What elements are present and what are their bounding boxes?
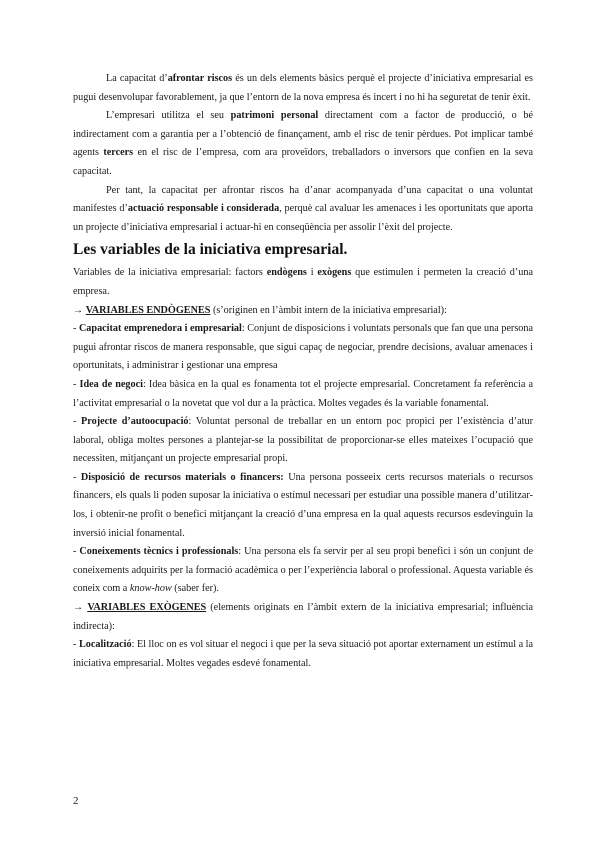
bold-term: Capacitat emprenedora i empresarial — [78, 323, 242, 335]
list-item — [73, 376, 533, 413]
dash: - — [73, 416, 82, 428]
intro-paragraph — [73, 264, 533, 301]
text: : El lloc on es vol situar el negoci i que per la seva situació pot aportar externament un estímul a la iniciativa empresarial. Moltes vegades esdevé fonamental. — [73, 639, 534, 669]
text: (elements originats en l’àmbit extern de la iniciativa empresarial; influència indirecta): — [73, 602, 533, 632]
bold-term: endògens — [266, 267, 307, 279]
text: que estimulen i permeten la creació d’una empresa. — [73, 267, 533, 297]
section-heading: Les variables de la iniciativa empresarial. — [73, 241, 348, 259]
text: : Conjunt de disposicions i voluntats personals que fan que una persona pugui afrontar riscos de manera responsable, que sigui capaç de negociar, prendre decisions, avaluar amenaces i oportunitats, i administrar i gestionar una empresa — [73, 323, 533, 372]
bold-term: exògens — [317, 267, 352, 279]
bold-term: Disposició de recursos materials o financers: — [80, 471, 284, 483]
text: i — [306, 267, 318, 279]
dash: - — [73, 378, 80, 390]
text: és un dels elements bàsics perquè el projecte d’iniciativa empresarial es pugui desenvolupar favorablement, ja que l’entorn de la nova empresa és incert i no hi ha seguretat de tenir èxit. — [73, 73, 533, 103]
page-number: 2 — [73, 795, 79, 807]
endogenes-title: VARIABLES ENDÒGENES — [85, 304, 211, 316]
list-item — [73, 413, 533, 469]
dash: - — [73, 546, 80, 558]
page-content — [73, 70, 533, 673]
dash: - — [73, 471, 81, 483]
exogenes-title: VARIABLES EXÒGENES — [87, 602, 207, 614]
bold-term: afrontar riscos — [167, 73, 233, 84]
list-item — [73, 636, 533, 673]
text: : Voluntat personal de treballar en un entorn poc propici per l’existència d’atur laboral, obliga moltes persones a plantejar-se la possibilitat de proporcionar-se elles mateixes l’ocupació que necessiten, mitjançant un projecte empresarial propi. — [73, 416, 533, 465]
dash: - — [73, 323, 79, 335]
bold-term: Coneixements tècnics i professionals — [79, 546, 239, 558]
arrow-icon: → — [73, 304, 86, 316]
bold-term: tercers — [103, 147, 134, 159]
paragraph-actuacio — [73, 182, 533, 238]
text: (saber fer). — [171, 583, 219, 595]
text: La capacitat d’ — [106, 73, 168, 84]
paragraph-patrimoni — [73, 107, 533, 181]
italic-term: know-how — [129, 583, 172, 595]
text: : Idea bàsica en la qual es fonamenta tot el projecte empresarial. Concretament fa referència a l’activitat empresarial o la novetat que vol dur a la pràctica. Moltes vegades és la variable fonamental. — [73, 378, 533, 409]
text: Per tant, la capacitat per afrontar riscos ha d’anar acompanyada d’una capacitat o una voluntat manifestes d’ — [73, 184, 533, 215]
text: en el risc de l’empresa, com ara proveïdors, treballadors o inversors que confien en la seva capacitat. — [73, 147, 534, 177]
text: directament com a factor de producció, o bé indirectament com a garantia per a l’obtenció de finançament, amb el risc de tenir pèrdues. Pot implicar també agents — [73, 110, 533, 159]
text: Variables de la iniciativa empresarial: factors — [73, 267, 267, 279]
bold-term: patrimoni personal — [230, 110, 319, 122]
text: : Una persona els fa servir per al seu propi benefici i són un conjunt de coneixements adquirits per la formació acadèmica o per l’experiència laboral o professional. Aquesta variable és coneix com a — [73, 546, 533, 595]
dash: - — [73, 639, 79, 651]
text: , perquè cal avaluar les amenaces i les oportunitats que aporta un projecte d’iniciativa empresarial i actuar-hi en conseqüència per assolir l’èxit del projecte. — [73, 203, 533, 233]
text: (s’originen en l’àmbit intern de la iniciativa empresarial): — [210, 304, 447, 316]
bold-term: Projecte d’autoocupació — [81, 416, 189, 428]
bold-term: Localització — [78, 639, 132, 651]
bold-term: actuació responsable i considerada — [127, 203, 280, 215]
text: Una persona posseeix certs recursos materials o recursos financers, els quals li poden suposar la iniciativa o estímul necessari per estudiar una possible manera d’utilitzar-los, i obtenir-ne profit o benefici mitjançant la creació d’una empresa en la qual aquests recursos esdevinguin la inversió inicial fonamental. — [73, 471, 533, 539]
bold-term: Idea de negoci — [79, 378, 143, 390]
text: L’empresari utilitza el seu — [106, 110, 231, 122]
list-item — [73, 320, 533, 376]
arrow-icon: → — [73, 602, 88, 614]
list-item — [73, 469, 533, 543]
exogenes-header — [73, 599, 533, 636]
endogenes-header — [73, 302, 533, 321]
paragraph-risk — [73, 70, 533, 107]
list-item — [73, 543, 533, 599]
